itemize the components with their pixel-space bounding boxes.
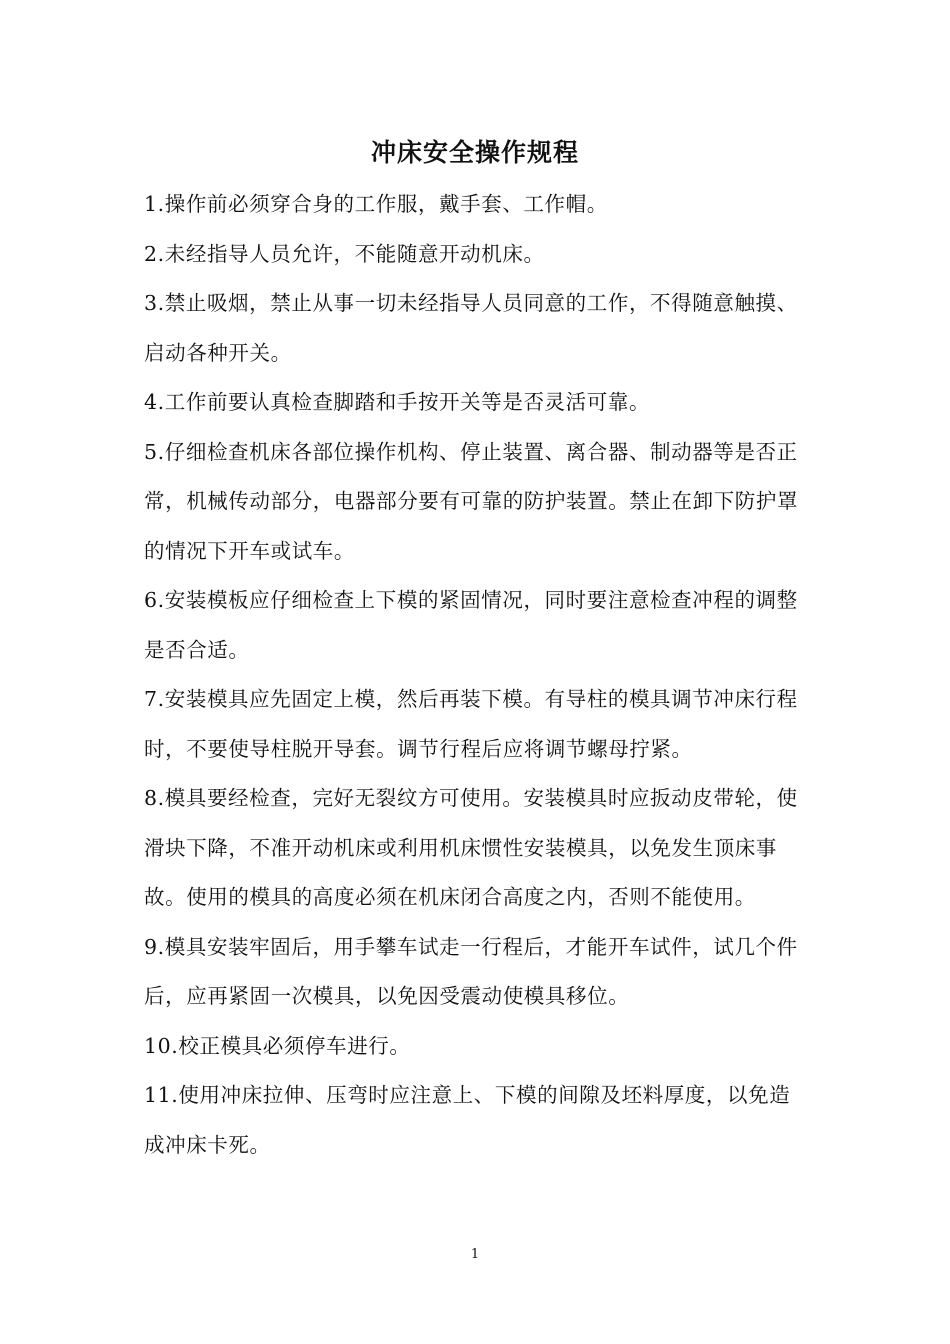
list-item: 4.工作前要认真检查脚踏和手按开关等是否灵活可靠。 <box>144 390 651 414</box>
page-number: 1 <box>470 1247 480 1262</box>
procedure-list <box>144 180 806 1170</box>
list-item: 1.操作前必须穿合身的工作服，戴手套、工作帽。 <box>144 192 608 216</box>
list-item: 3.禁止吸烟，禁止从事一切未经指导人员同意的工作，不得随意触摸、启动各种开关。 <box>144 291 798 365</box>
list-item: 7.安装模具应先固定上模，然后再装下模。有导柱的模具调节冲床行程时，不要使导柱脱开导套。调节行程后应将调节螺母拧紧。 <box>144 687 798 761</box>
list-item: 5.仔细检查机床各部位操作机构、停止装置、离合器、制动器等是否正常，机械传动部分，电器部分要有可靠的防护装置。禁止在卸下防护罩的情况下开车或试车。 <box>144 439 799 563</box>
list-item: 10.校正模具必须停车进行。 <box>144 1033 411 1058</box>
list-item: 6.安装模板应仔细检查上下模的紧固情况，同时要注意检查冲程的调整是否合适。 <box>144 588 798 662</box>
list-item: 2.未经指导人员允许，不能随意开动机床。 <box>144 241 545 266</box>
list-item: 11.使用冲床拉伸、压弯时应注意上、下模的间隙及坯料厚度，以免造成冲床卡死。 <box>144 1083 791 1157</box>
page-title: 冲床安全操作规程 <box>370 138 579 167</box>
list-item: 9.模具安装牢固后，用手攀车试走一行程后，才能开车试件，试几个件后，应再紧固一次模具，以免因受震动使模具移位。 <box>144 934 798 1008</box>
list-item: 8.模具要经检查，完好无裂纹方可使用。安装模具时应扳动皮带轮，使滑块下降，不准开动机床或利用机床惯性安装模具，以免发生顶床事故。使用的模具的高度必须在机床闭合高度之内，否则不能使用。 <box>144 786 798 909</box>
